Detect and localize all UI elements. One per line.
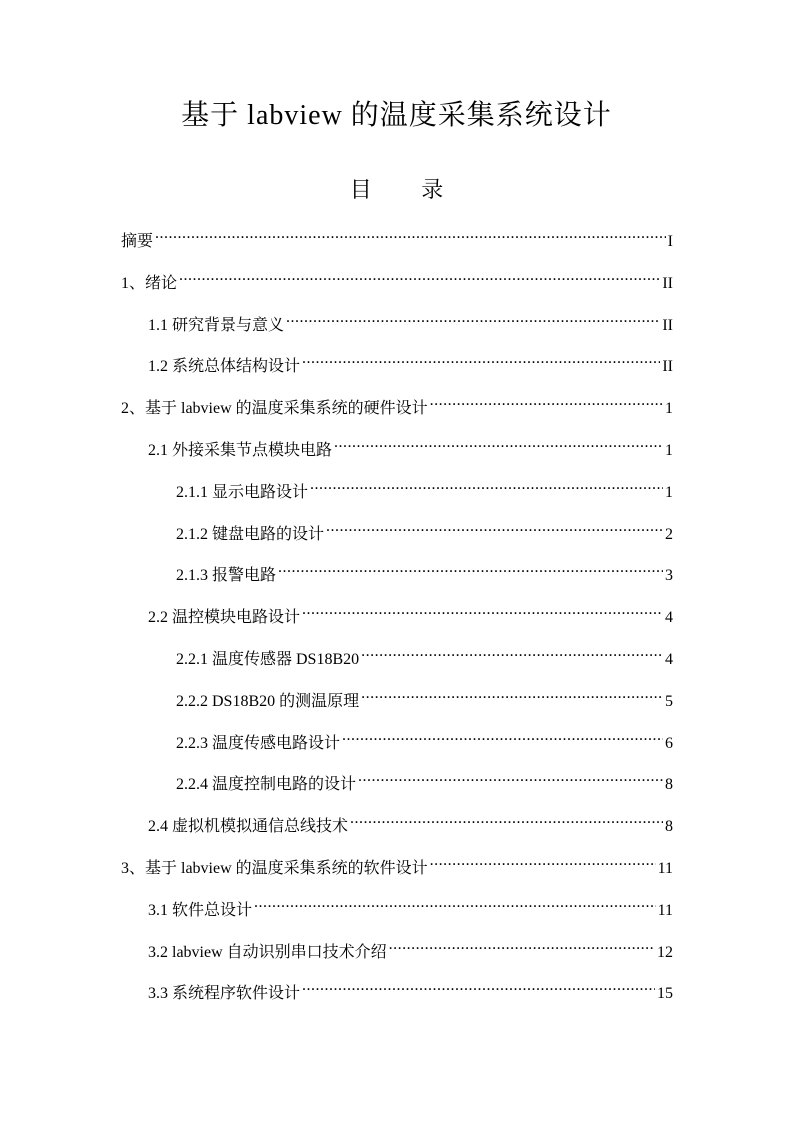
toc-entry-label: 2.2.4 温度控制电路的设计 xyxy=(176,776,357,793)
toc-entry[interactable] xyxy=(148,347,673,375)
toc-entry-page-number: 2 xyxy=(665,526,673,543)
toc-entry-label: 2、基于 labview 的温度采集系统的硬件设计 xyxy=(121,400,428,417)
toc-entry-page-number: I xyxy=(667,233,673,250)
toc-dot-leader xyxy=(155,222,666,246)
toc-entry-label: 2.2.2 DS18B20 的测温原理 xyxy=(176,693,360,710)
toc-entry-page-number: 12 xyxy=(657,944,673,961)
toc-dot-leader xyxy=(302,974,655,998)
toc-dot-leader xyxy=(430,849,656,873)
toc-entry[interactable] xyxy=(176,682,673,710)
toc-entry-label: 2.4 虚拟机模拟通信总线技术 xyxy=(148,818,349,835)
toc-entry-page-number: 5 xyxy=(665,693,673,710)
toc-dot-leader xyxy=(302,347,660,371)
toc-entry-label: 3.2 labview 自动识别串口技术介绍 xyxy=(148,944,387,961)
toc-entry-page-number: II xyxy=(662,317,673,334)
toc-dot-leader xyxy=(278,556,663,580)
toc-entry-label: 2.1 外接采集节点模块电路 xyxy=(148,442,333,459)
toc-dot-leader xyxy=(302,598,663,622)
toc-entry[interactable] xyxy=(176,515,673,543)
toc-entry-label: 1、绪论 xyxy=(121,275,178,292)
toc-entry-label: 2.2 温控模块电路设计 xyxy=(148,609,301,626)
document-title: 基于 labview 的温度采集系统设计 xyxy=(181,100,612,131)
toc-entry[interactable] xyxy=(148,974,673,1002)
toc-dot-leader xyxy=(361,640,663,664)
toc-entry[interactable] xyxy=(121,389,673,417)
toc-dot-leader xyxy=(361,682,663,706)
toc-entry-label: 3.1 软件总设计 xyxy=(148,902,253,919)
toc-entry[interactable] xyxy=(121,222,673,250)
toc-entry[interactable] xyxy=(176,640,673,668)
toc-entry[interactable] xyxy=(176,765,673,793)
toc-entry[interactable] xyxy=(148,598,673,626)
toc-entry-page-number: II xyxy=(662,275,673,292)
toc-entry-page-number: 8 xyxy=(665,776,673,793)
toc-entry-page-number: 11 xyxy=(657,902,673,919)
toc-entry-label: 2.2.1 温度传感器 DS18B20 xyxy=(176,651,360,668)
toc-entry[interactable] xyxy=(148,933,673,961)
toc-dot-leader xyxy=(334,431,663,455)
toc-entry-page-number: 1 xyxy=(665,442,673,459)
toc-dot-leader xyxy=(326,515,663,539)
toc-entry-label: 3、基于 labview 的温度采集系统的软件设计 xyxy=(121,860,428,877)
toc-entry[interactable] xyxy=(148,807,673,835)
toc-entry-page-number: 8 xyxy=(665,818,673,835)
toc-dot-leader xyxy=(358,765,663,789)
toc-entry[interactable] xyxy=(148,891,673,919)
toc-entry-label: 1.2 系统总体结构设计 xyxy=(148,358,301,375)
toc-dot-leader xyxy=(350,807,663,831)
toc-entry-page-number: 4 xyxy=(665,651,673,668)
toc-entry-label: 摘要 xyxy=(121,233,154,250)
toc-entry[interactable] xyxy=(121,849,673,877)
toc-entry[interactable] xyxy=(148,306,673,334)
toc-heading: 目 录 xyxy=(349,177,466,202)
toc-entry-page-number: 11 xyxy=(657,860,673,877)
toc-entry-label: 2.2.3 温度传感电路设计 xyxy=(176,735,341,752)
toc-dot-leader xyxy=(430,389,663,413)
toc-entry[interactable] xyxy=(121,264,673,292)
toc-entry[interactable] xyxy=(176,473,673,501)
toc-entry-page-number: 3 xyxy=(665,567,673,584)
toc-entry-page-number: 6 xyxy=(665,735,673,752)
toc-entry[interactable] xyxy=(148,431,673,459)
toc-entry-page-number: 1 xyxy=(665,400,673,417)
toc-dot-leader xyxy=(286,306,660,330)
toc-entry-page-number: 4 xyxy=(665,609,673,626)
toc-dot-leader xyxy=(342,724,663,748)
toc-dot-leader xyxy=(254,891,656,915)
toc-entry-label: 3.3 系统程序软件设计 xyxy=(148,985,301,1002)
toc-entry-page-number: 15 xyxy=(657,985,673,1002)
toc-dot-leader xyxy=(179,264,660,288)
toc-dot-leader xyxy=(310,473,663,497)
toc-dot-leader xyxy=(389,933,655,957)
toc-entry[interactable] xyxy=(176,556,673,584)
toc-entry-page-number: II xyxy=(662,358,673,375)
toc-entry[interactable] xyxy=(176,724,673,752)
toc-entry-label: 2.1.1 显示电路设计 xyxy=(176,484,309,501)
toc-entry-label: 1.1 研究背景与意义 xyxy=(148,317,285,334)
toc-entry-page-number: 1 xyxy=(665,484,673,501)
toc-entry-label: 2.1.3 报警电路 xyxy=(176,567,277,584)
toc-entry-label: 2.1.2 键盘电路的设计 xyxy=(176,526,325,543)
